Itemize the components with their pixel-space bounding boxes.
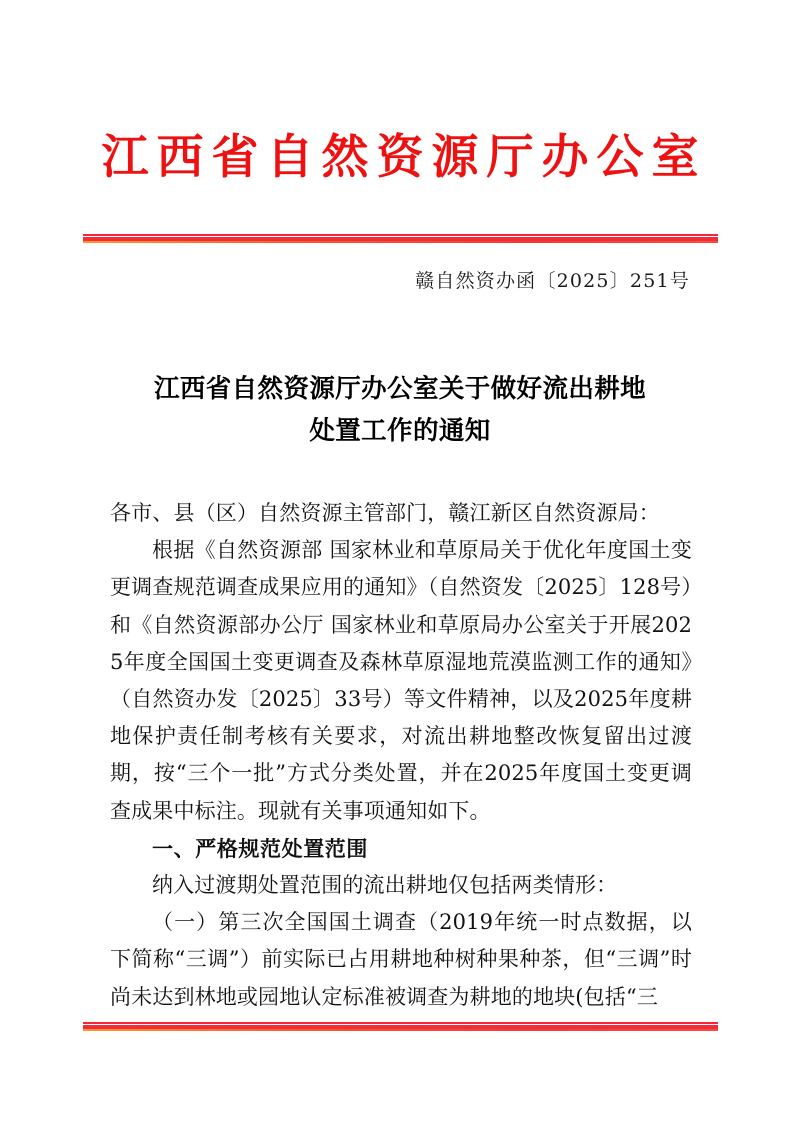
document-title-line-2: 处置工作的通知 (309, 416, 491, 446)
document-title (110, 368, 690, 452)
rule-thin-line (83, 1022, 718, 1024)
body-opening-paragraph: 根据《自然资源部 国家林业和草原局关于优化年度国土变更调查规范调查成果应用的通知》（自然资发〔2025〕128号）和《自然资源部办公厅 国家林业和草原局办公室关于开展2025年度全国国土变更调查及森林草原湿地荒漠监测工作的通知》（自然资办发〔2025〕33号）等文件精神，以及2025年度耕地保护责任制考核有关要求，对流出耕地整改恢复留出过渡期，按“三个一批”方式分类处置，并在2025年度国土变更调查成果中标注。现就有关事项通知如下。 (110, 538, 692, 823)
footer-red-rule-bottom (83, 1022, 718, 1031)
masthead-title: 江西省自然资源厅办公室 (101, 130, 707, 185)
body-section-1-intro: 纳入过渡期处置范围的流出耕地仅包括两类情形： (152, 873, 618, 898)
body-recipients: 各市、县（区）自然资源主管部门，赣江新区自然资源局： (110, 501, 660, 525)
rule-gradient-line (83, 1029, 718, 1031)
masthead (0, 128, 800, 188)
masthead-red-rule-top (83, 234, 718, 243)
rule-thin-line (83, 234, 718, 236)
rule-gradient-line (83, 241, 718, 243)
document-title-line-1: 江西省自然资源厅办公室关于做好流出耕地 (153, 374, 647, 404)
body-section-1-item-1: （一）第三次全国国土调查（2019年统一时点数据，以下简称“三调”）前实际已占用耕地种树种果种茶，但“三调”时尚未达到林地或园地认定标准被调查为耕地的地块(包括“三 (110, 910, 692, 1009)
document-serial-number: 赣自然资办函〔2025〕251号 (415, 270, 690, 292)
document-body (110, 495, 692, 1016)
body-section-1-heading: 一、严格规范处置范围 (152, 835, 368, 861)
